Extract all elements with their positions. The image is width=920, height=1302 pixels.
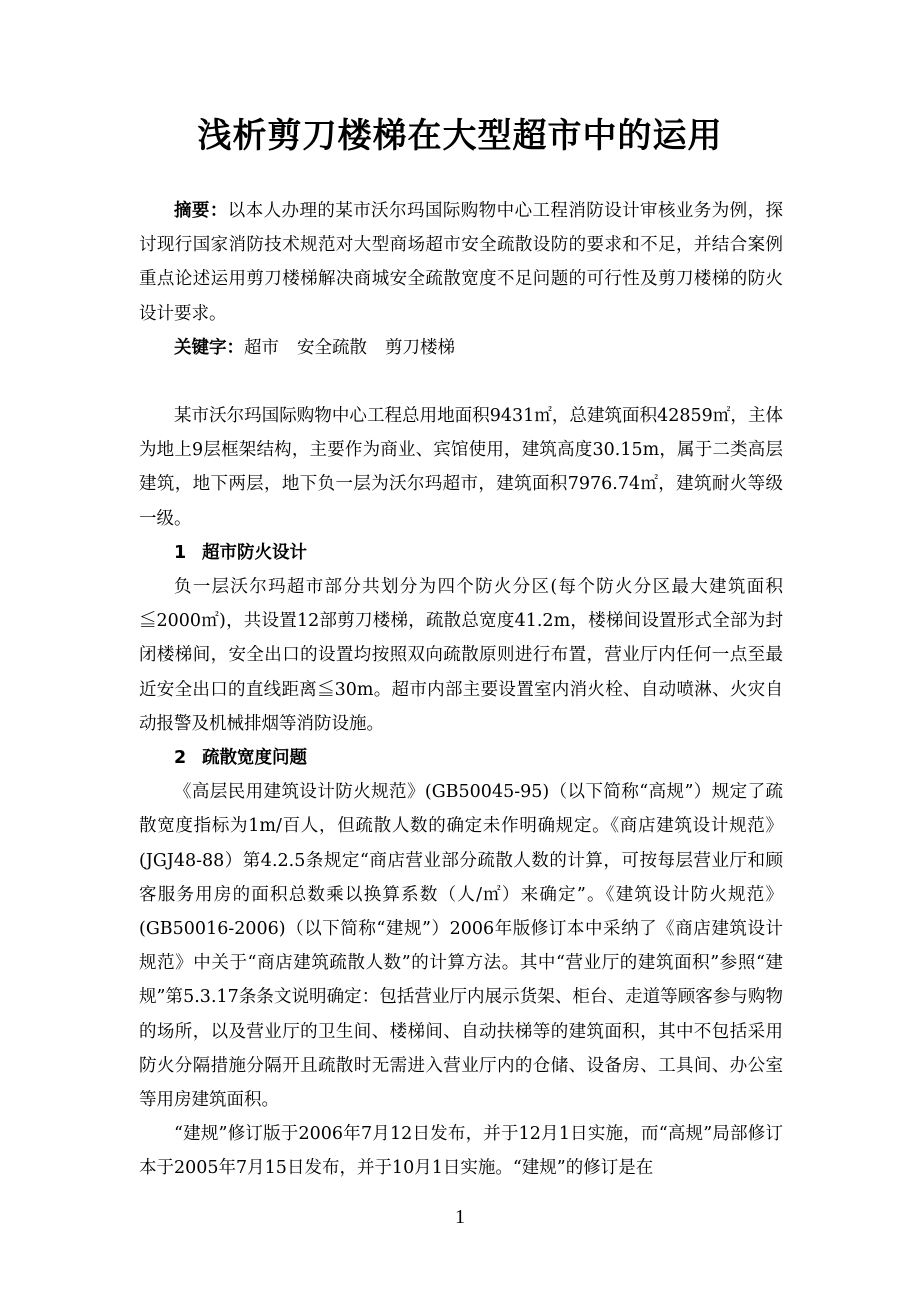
document-body xyxy=(139,194,783,1186)
keywords-label: 关键字： xyxy=(174,337,244,358)
section-heading-text: 超市防火设计 xyxy=(202,542,307,563)
section-heading xyxy=(139,741,783,775)
abstract-label: 摘要： xyxy=(174,201,228,221)
keyword-item: 安全疏散 xyxy=(297,337,367,358)
section-paragraph: 负一层沃尔玛超市部分共划分为四个防火分区(每个防火分区最大建筑面积≦2000㎡)，共设置12部剪刀楼梯，疏散总宽度41.2m，楼梯间设置形式全部为封闭楼梯间，安全出口的设置均按照双向疏散原则进行布置，营业厅内任何一点至最近安全出口的直线距离≦30m。超市内部主要设置室内消火栓、自动喷淋、火灾自动报警及机械排烟等消防设施。 xyxy=(139,577,783,734)
abstract-text: 以本人办理的某市沃尔玛国际购物中心工程消防设计审核业务为例，探讨现行国家消防技术规范对大型商场超市安全疏散设防的要求和不足，并结合案例重点论述运用剪刀楼梯解决商城安全疏散宽度不足问题的可行性及剪刀楼梯的防火设计要求。 xyxy=(139,201,784,324)
section-number: 2 xyxy=(174,748,187,769)
section-heading xyxy=(139,536,783,570)
section-paragraph: “建规”修订版于2006年7月12日发布，并于12月1日实施，而“高规”局部修订本于2005年7月15日发布，并于10月1日实施。“建规”的修订是在 xyxy=(139,1124,783,1179)
page-number: 1 xyxy=(455,1206,465,1228)
keyword-item: 超市 xyxy=(244,337,279,358)
section-heading-text: 疏散宽度问题 xyxy=(202,748,307,769)
keywords-paragraph xyxy=(139,331,783,365)
document-title: 浅析剪刀楼梯在大型超市中的运用 xyxy=(197,116,723,156)
section-number: 1 xyxy=(174,542,187,563)
section-paragraph: 《高层民用建筑设计防火规范》(GB50045-95)（以下简称“高规”）规定了疏散宽度指标为1m/百人，但疏散人数的确定未作明确规定。《商店建筑设计规范》(JGJ48-88）第4.2.5条规定“商店营业部分疏散人数的计算，可按每层营业厅和顾客服务用房的面积总数乘以换算系数（人/㎡）来确定”。《建筑设计防火规范》(GB50016-2006)（以下简称“建规”）2006年版修订本中采纳了《商店建筑设计规范》中关于“商店建筑疏散人数”的计算方法。其中“营业厅的建筑面积”参照“建规”第5.3.17条条文说明确定：包括营业厅内展示货架、柜台、走道等顾客参与购物的场所，以及营业厅的卫生间、楼梯间、自动扶梯等的建筑面积，其中不包括采用防火分隔措施分隔开且疏散时无需进入营业厅内的仓储、设备房、工具间、办公室等用房建筑面积。 xyxy=(139,782,783,1111)
keyword-item: 剪刀楼梯 xyxy=(385,337,455,358)
intro-paragraph: 某市沃尔玛国际购物中心工程总用地面积9431㎡，总建筑面积42859㎡，主体为地上9层框架结构，主要作为商业、宾馆使用，建筑高度30.15m，属于二类高层建筑，地下两层，地下负一层为沃尔玛超市，建筑面积7976.74㎡，建筑耐火等级一级。 xyxy=(139,406,783,529)
abstract-paragraph xyxy=(139,194,783,331)
